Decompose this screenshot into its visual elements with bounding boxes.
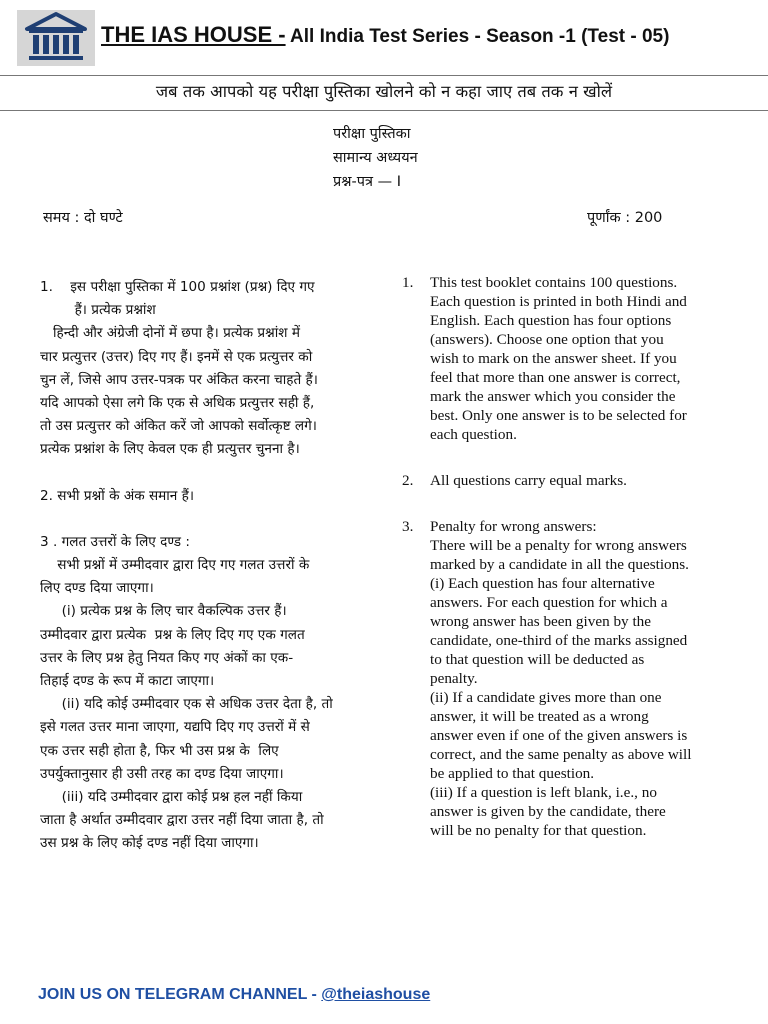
instruction-line: (i) Each question has four alternative [430,575,655,592]
instruction-line: This test booklet contains 100 questions. [430,274,678,291]
instruction-line: हिन्दी और अंग्रेजी दोनों में छपा है। प्रत्येक प्रश्नांश में [40,325,300,342]
booklet-title: परीक्षा पुस्तिका [333,126,411,142]
instruction-line: चुन लें, जिसे आप उत्तर-पत्रक पर अंकित करना चाहते हैं। [40,371,318,388]
instruction-line: answer, it will be treated as a wrong [430,708,649,725]
booklet-title-block [333,122,418,194]
instruction-line: Penalty for wrong answers: [430,518,597,535]
instruction-line: All questions carry equal marks. [430,472,627,489]
instruction-line: will be no penalty for that question. [430,822,647,839]
instruction-number: 1. [402,274,414,291]
hindi-instructions [40,276,380,856]
instruction-line: penalty. [430,670,478,687]
page-header [0,0,768,76]
instruction-line: (iii) If a question is left blank, i.e., no [430,784,657,801]
instruction-line: best. Only one answer is to be selected for [430,407,687,424]
instruction-line: marked by a candidate in all the questions. [430,556,689,573]
brand-name: THE IAS HOUSE - [101,22,286,47]
instruction-line: सभी प्रश्नों में उम्मीदवार द्वारा दिए गए गलत उत्तरों के [40,557,310,574]
instruction-line: उपर्युक्तानुसार ही उसी तरह का दण्ड दिया जाएगा। [40,765,284,782]
paper-title: प्रश्न-पत्र — I [333,174,401,190]
english-instruction-2 [402,471,752,490]
instruction-line: इसे गलत उत्तर माना जाएगा, यद्यपि दिए गए उत्तरों में से [40,719,310,736]
instruction-line: चार प्रत्युत्तर (उत्तर) दिए गए हैं। इनमें से एक प्रत्युत्तर को [40,348,313,365]
instruction-line: English. Each question has four options [430,312,672,329]
instruction-line: लिए दण्ड दिया जाएगा। [40,580,154,597]
instruction-line: यदि आपको ऐसा लगे कि एक से अधिक प्रत्युत्तर सही हैं, [40,395,315,412]
instruction-line: Each question is printed in both Hindi and [430,293,687,310]
instruction-line: wish to mark on the answer sheet. If you [430,350,677,367]
instruction-line: उत्तर के लिए प्रश्न हेतु नियत किए गए अंकों का एक- [40,649,294,666]
english-instruction-1 [402,273,752,444]
instruction-line: candidate, one-third of the marks assigned [430,632,688,649]
instruction-line: 1. इस परीक्षा पुस्तिका में 100 प्रश्नांश (प्रश्न) दिए गए [40,279,315,295]
divider [0,110,768,111]
instruction-line: तो उस प्रत्युत्तर को अंकित करें जो आपको सर्वोत्कृष्ट लगे। [40,418,317,435]
instruction-line: (ii) If a candidate gives more than one [430,689,662,706]
instruction-line: तिहाई दण्ड के रूप में काटा जाएगा। [40,673,215,690]
hindi-instruction-2: 2. सभी प्रश्नों के अंक समान हैं। [40,487,195,504]
do-not-open-notice: जब तक आपको यह परीक्षा पुस्तिका खोलने को न कहा जाए तब तक न खोलें [155,82,613,101]
english-instruction-3 [402,517,752,840]
time-allowed: समय : दो घण्टे [43,210,123,226]
instruction-line: उस प्रश्न के लिए कोई दण्ड नहीं दिया जाएगा। [40,835,259,852]
instruction-line: एक उत्तर सही होता है, फिर भी उस प्रश्न के लिए [40,742,279,759]
instruction-line: answers. For each question for which a [430,594,668,611]
instruction-line: जाता है अर्थात उम्मीदवार द्वारा उत्तर नहीं दिया जाता है, तो [40,812,324,829]
instruction-line: correct, and the same penalty as above will [430,746,692,763]
instruction-line: (iii) यदि उम्मीदवार द्वारा कोई प्रश्न हल नहीं किया [40,789,303,806]
logo [17,10,95,66]
subject-title: सामान्य अध्ययन [333,150,418,166]
instruction-line: (answers). Choose one option that you [430,331,664,348]
instruction-line: be applied to that question. [430,765,595,782]
telegram-handle-link[interactable]: @theiashouse [321,986,431,1003]
telegram-label: JOIN US ON TELEGRAM CHANNEL - [38,986,317,1003]
english-instructions [402,273,752,840]
header-title [101,22,669,48]
instruction-line: feel that more than one answer is correct, [430,369,681,386]
instruction-line: प्रत्येक प्रश्नांश के लिए केवल एक ही प्रत्युत्तर चुनना है। [40,441,300,458]
instruction-line: each question. [430,426,517,443]
instruction-line: 3 . गलत उत्तरों के लिए दण्ड : [40,533,190,550]
instruction-line: wrong answer has been given by the [430,613,651,630]
instruction-line: answer even if one of the given answers is [430,727,688,744]
maximum-marks: पूर्णांक : 200 [587,210,663,226]
test-series-title: All India Test Series - Season -1 (Test - 05) [290,26,670,47]
instruction-line: उम्मीदवार द्वारा प्रत्येक प्रश्न के लिए दिए गए एक गलत [40,626,305,643]
instruction-line: answer is given by the candidate, there [430,803,666,820]
instruction-line: (i) प्रत्येक प्रश्न के लिए चार वैकल्पिक उत्तर हैं। [40,603,287,620]
instruction-line: (ii) यदि कोई उम्मीदवार एक से अधिक उत्तर देता है, तो [40,696,333,713]
hindi-instruction-3 [40,531,380,856]
instruction-line: to that question will be deducted as [430,651,645,668]
telegram-footer [38,986,430,1004]
instruction-number: 3. [402,518,414,535]
instruction-number: 2. [402,472,414,489]
instruction-line: mark the answer which you consider the [430,388,676,405]
hindi-instruction-1 [40,276,380,462]
instruction-line: हैं। प्रत्येक प्रश्नांश [40,302,156,319]
instruction-line: There will be a penalty for wrong answers [430,537,687,554]
